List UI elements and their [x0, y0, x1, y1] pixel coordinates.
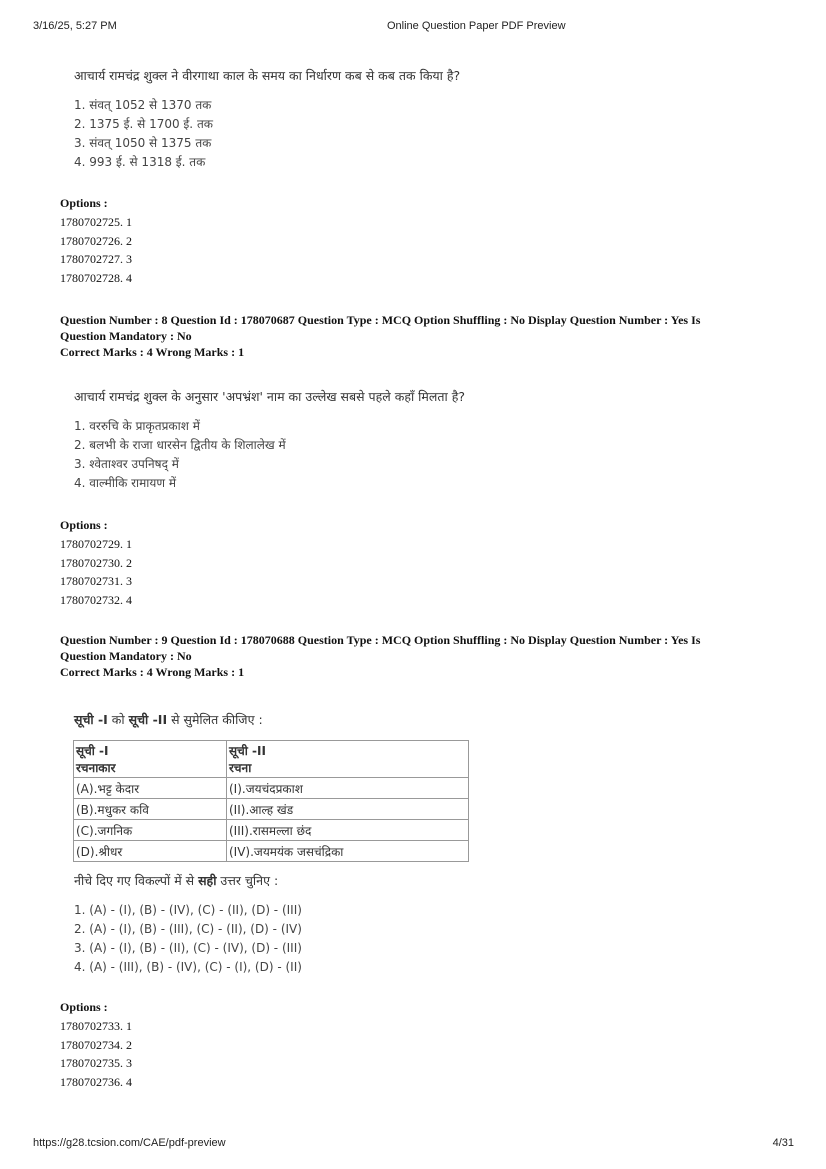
option-id: 1780702732. 4: [60, 593, 132, 608]
q8-marks: Correct Marks : 4 Wrong Marks : 1: [60, 345, 245, 359]
q8-choice: 1. वररुचि के प्राकृतप्रकाश में: [74, 419, 200, 433]
footer-url: https://g28.tcsion.com/CAE/pdf-preview: [33, 1137, 226, 1149]
q9-meta-line: Question Number : 9 Question Id : 178070688 Question Type : MCQ Option Shuffling : No Display Question Number : Yes Is: [60, 633, 701, 647]
q7-choice: 4. 993 ई. से 1318 ई. तक: [74, 155, 206, 169]
list-2-label: सूची -II: [128, 712, 168, 727]
option-id: 1780702730. 2: [60, 555, 132, 570]
table-header-row: [74, 741, 469, 778]
table-row: [74, 841, 469, 862]
table-cell: (I).जयचंदप्रकाश: [227, 778, 469, 799]
option-id: 1780702729. 1: [60, 537, 132, 551]
page-title: Online Question Paper PDF Preview: [387, 20, 566, 32]
q9-choice: 2. (A) - (I), (B) - (III), (C) - (II), (D) - (IV): [74, 922, 302, 936]
table-row: [74, 778, 469, 799]
table-cell: (B).मधुकर कवि: [74, 799, 227, 820]
table-header-cell: सूची -I रचनाकार: [74, 741, 227, 778]
q7-options-block: [60, 194, 132, 288]
table-header-cell: सूची -II रचना: [227, 741, 469, 778]
options-label: Options :: [60, 1000, 108, 1014]
q9-choice: 3. (A) - (I), (B) - (II), (C) - (IV), (D) - (III): [74, 941, 302, 955]
q8-choice-list: [74, 417, 286, 493]
q9-marks: Correct Marks : 4 Wrong Marks : 1: [60, 665, 245, 679]
option-id: 1780702728. 4: [60, 271, 132, 286]
q9-meta-line: Question Mandatory : No: [60, 649, 192, 663]
q9-options-block: [60, 998, 132, 1092]
table-cell: (II).आल्ह खंड: [227, 799, 469, 820]
table-row: [74, 820, 469, 841]
page-number: 4/31: [772, 1137, 794, 1149]
table-row: [74, 799, 469, 820]
q8-question-text: आचार्य रामचंद्र शुक्ल के अनुसार 'अपभ्रंश' नाम का उल्लेख सबसे पहले कहाँ मिलता है?: [74, 389, 465, 404]
option-id: 1780702725. 1: [60, 215, 132, 229]
options-label: Options :: [60, 518, 108, 532]
table-cell: (IV).जयमयंक जसचंद्रिका: [227, 841, 469, 862]
q9-choice: 4. (A) - (III), (B) - (IV), (C) - (I), (D) - (II): [74, 960, 302, 974]
q9-choice-list: [74, 901, 302, 977]
table-cell: (A).भट्ट केदार: [74, 778, 227, 799]
option-id: 1780702736. 4: [60, 1075, 132, 1090]
q7-choice: 3. संवत् 1050 से 1375 तक: [74, 136, 212, 150]
q8-choice: 4. वाल्मीकि रामायण में: [74, 476, 177, 490]
list-1-label: सूची -I: [74, 712, 108, 727]
q9-meta: [60, 632, 760, 680]
option-id: 1780702735. 3: [60, 1056, 132, 1071]
correct-emphasis: सही: [198, 873, 217, 888]
option-id: 1780702734. 2: [60, 1037, 132, 1052]
q9-instruction: सूची -I को सूची -II से सुमेलित कीजिए :: [74, 712, 263, 727]
table-cell: (III).रासमल्ला छंद: [227, 820, 469, 841]
matching-table: [73, 740, 469, 862]
q8-meta: [60, 312, 760, 360]
option-id: 1780702727. 3: [60, 252, 132, 267]
q7-choice: 2. 1375 ई. से 1700 ई. तक: [74, 117, 213, 131]
print-datetime: 3/16/25, 5:27 PM: [33, 20, 117, 32]
q8-choice: 2. बलभी के राजा धारसेन द्वितीय के शिलालेख में: [74, 438, 286, 452]
q9-choice: 1. (A) - (I), (B) - (IV), (C) - (II), (D) - (III): [74, 903, 302, 917]
q8-choice: 3. श्वेताश्वर उपनिषद् में: [74, 457, 179, 471]
q8-meta-line: Question Mandatory : No: [60, 329, 192, 343]
option-id: 1780702726. 2: [60, 233, 132, 248]
options-label: Options :: [60, 196, 108, 210]
q7-choice: 1. संवत् 1052 से 1370 तक: [74, 98, 212, 112]
table-cell: (D).श्रीधर: [74, 841, 227, 862]
q9-select-instruction: नीचे दिए गए विकल्पों में से सही उत्तर चुनिए :: [74, 873, 279, 888]
q8-options-block: [60, 516, 132, 610]
q7-question-text: आचार्य रामचंद्र शुक्ल ने वीरगाथा काल के समय का निर्धारण कब से कब तक किया है?: [74, 68, 461, 83]
q8-meta-line: Question Number : 8 Question Id : 178070687 Question Type : MCQ Option Shuffling : No Display Question Number : Yes Is: [60, 313, 701, 327]
option-id: 1780702731. 3: [60, 574, 132, 589]
q7-choice-list: [74, 96, 213, 172]
option-id: 1780702733. 1: [60, 1019, 132, 1033]
table-cell: (C).जगनिक: [74, 820, 227, 841]
